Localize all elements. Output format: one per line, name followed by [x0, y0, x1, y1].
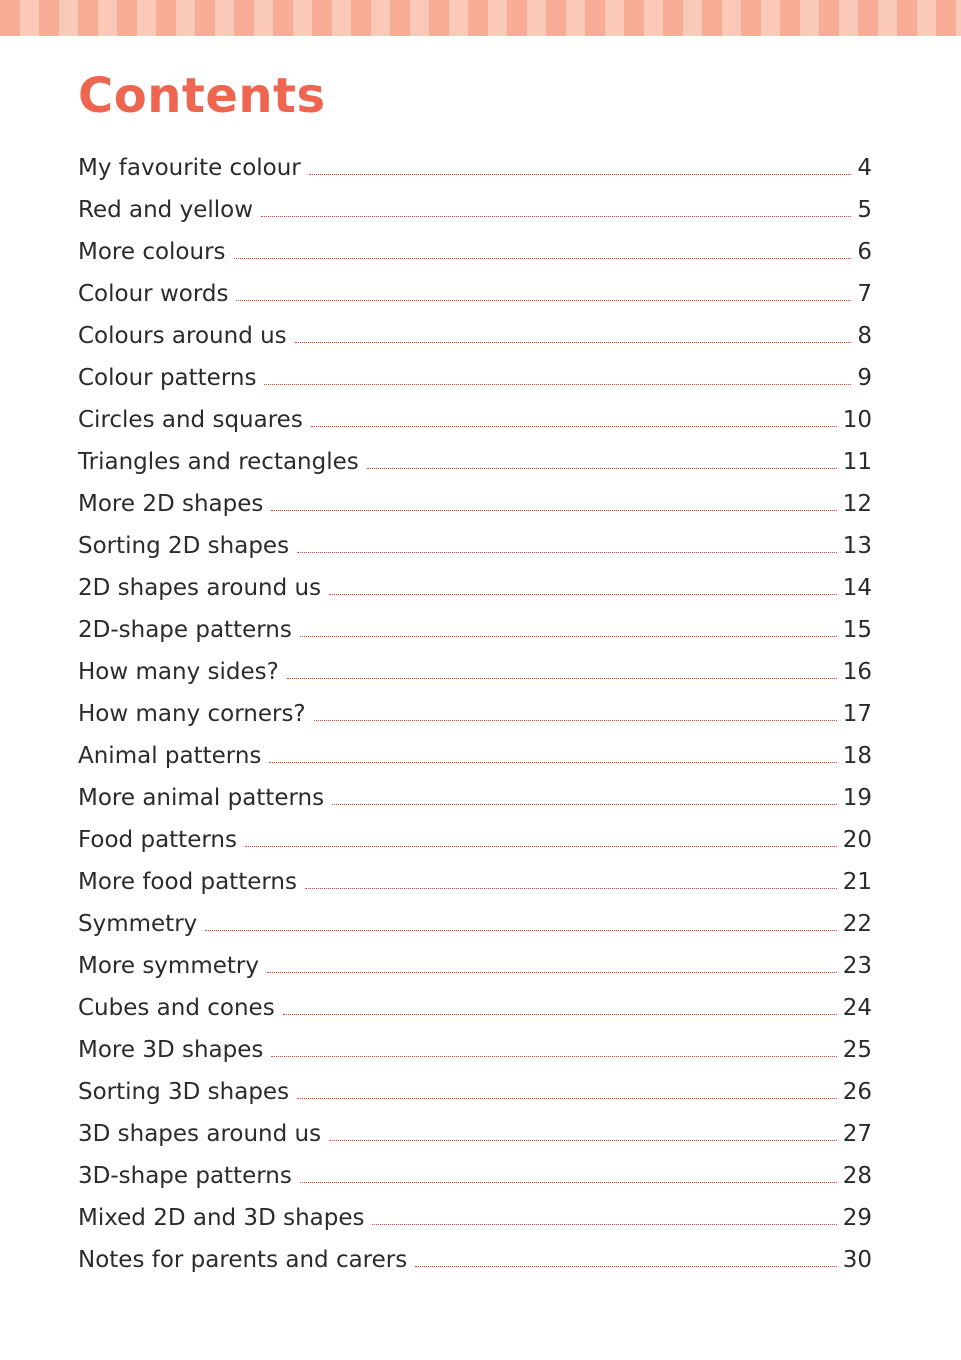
toc-entry-page-number: 26 [842, 1079, 872, 1105]
toc-entry [78, 693, 872, 735]
toc-entry [78, 357, 872, 399]
dotted-leader [305, 888, 837, 889]
toc-entry-page-number: 14 [842, 575, 872, 601]
toc-entry [78, 483, 872, 525]
toc-entry-label: Animal patterns [78, 743, 262, 769]
dotted-leader [267, 972, 837, 973]
dotted-leader [283, 1014, 837, 1015]
toc-entry-label: More 2D shapes [78, 491, 264, 517]
toc-entry [78, 609, 872, 651]
toc-entry-label: 2D shapes around us [78, 575, 322, 601]
page-title: Contents [78, 68, 326, 124]
toc-entry-page-number: 5 [857, 197, 872, 223]
toc-entry-page-number: 30 [842, 1247, 872, 1273]
toc-entry-label: Colour words [78, 281, 229, 307]
toc-entry [78, 987, 872, 1029]
toc-entry [78, 777, 872, 819]
toc-entry-label: More food patterns [78, 869, 297, 895]
toc-entry-label: Colours around us [78, 323, 287, 349]
toc-entry-label: More animal patterns [78, 785, 325, 811]
toc-entry [78, 567, 872, 609]
dotted-leader [295, 342, 852, 343]
toc-entry-label: Triangles and rectangles [78, 449, 359, 475]
toc-entry-label: Sorting 3D shapes [78, 1079, 290, 1105]
dotted-leader [205, 930, 836, 931]
dotted-leader [332, 804, 837, 805]
toc-entry-page-number: 21 [842, 869, 872, 895]
toc-entry [78, 399, 872, 441]
toc-entry-page-number: 9 [857, 365, 872, 391]
toc-entry [78, 1197, 872, 1239]
toc-entry-label: How many corners? [78, 701, 306, 727]
toc-entry-page-number: 12 [842, 491, 872, 517]
toc-entry-label: More colours [78, 239, 226, 265]
toc-entry [78, 861, 872, 903]
toc-entry-page-number: 10 [842, 407, 872, 433]
dotted-leader [271, 510, 836, 511]
toc-entry-page-number: 17 [842, 701, 872, 727]
dotted-leader [329, 594, 837, 595]
dotted-leader [234, 258, 852, 259]
toc-entry [78, 315, 872, 357]
toc-entry [78, 441, 872, 483]
toc-entry-label: Notes for parents and carers [78, 1247, 408, 1273]
toc-entry-label: More 3D shapes [78, 1037, 264, 1063]
toc-entry-label: Food patterns [78, 827, 237, 853]
toc-entry-page-number: 19 [842, 785, 872, 811]
toc-entry-label: My favourite colour [78, 155, 301, 181]
toc-entry-label: How many sides? [78, 659, 279, 685]
toc-entry-page-number: 23 [842, 953, 872, 979]
toc-entry [78, 1071, 872, 1113]
dotted-leader [329, 1140, 837, 1141]
toc-entry [78, 1113, 872, 1155]
dotted-leader [311, 426, 837, 427]
dotted-leader [271, 1056, 836, 1057]
toc-entry [78, 651, 872, 693]
toc-entry-page-number: 4 [857, 155, 872, 181]
dotted-leader [287, 678, 837, 679]
table-of-contents [78, 147, 872, 1281]
toc-entry [78, 525, 872, 567]
dotted-leader [367, 468, 837, 469]
toc-entry [78, 903, 872, 945]
toc-entry-page-number: 6 [857, 239, 872, 265]
dotted-leader [415, 1266, 836, 1267]
toc-entry [78, 273, 872, 315]
dotted-leader [236, 300, 851, 301]
toc-entry-label: 3D shapes around us [78, 1121, 322, 1147]
decorative-top-stripe [0, 0, 961, 36]
toc-entry-label: Colour patterns [78, 365, 257, 391]
dotted-leader [300, 1182, 837, 1183]
toc-entry-page-number: 20 [842, 827, 872, 853]
toc-entry [78, 1155, 872, 1197]
toc-entry-label: Cubes and cones [78, 995, 275, 1021]
toc-entry-page-number: 29 [842, 1205, 872, 1231]
toc-entry-label: Symmetry [78, 911, 198, 937]
toc-entry-page-number: 24 [842, 995, 872, 1021]
toc-entry-label: 3D-shape patterns [78, 1163, 292, 1189]
toc-entry-page-number: 8 [857, 323, 872, 349]
toc-entry [78, 189, 872, 231]
toc-entry [78, 819, 872, 861]
toc-entry-page-number: 7 [857, 281, 872, 307]
toc-entry-label: More symmetry [78, 953, 259, 979]
toc-entry-label: Sorting 2D shapes [78, 533, 290, 559]
toc-entry [78, 231, 872, 273]
dotted-leader [314, 720, 837, 721]
dotted-leader [297, 552, 837, 553]
dotted-leader [372, 1224, 836, 1225]
dotted-leader [297, 1098, 837, 1099]
toc-entry-page-number: 16 [842, 659, 872, 685]
toc-entry-label: Mixed 2D and 3D shapes [78, 1205, 365, 1231]
toc-entry [78, 1029, 872, 1071]
dotted-leader [269, 762, 836, 763]
toc-entry-page-number: 27 [842, 1121, 872, 1147]
toc-entry [78, 735, 872, 777]
toc-entry-page-number: 28 [842, 1163, 872, 1189]
toc-entry-label: Circles and squares [78, 407, 303, 433]
dotted-leader [300, 636, 837, 637]
dotted-leader [309, 174, 852, 175]
toc-entry-page-number: 22 [842, 911, 872, 937]
toc-entry-label: Red and yellow [78, 197, 254, 223]
dotted-leader [245, 846, 837, 847]
toc-entry-page-number: 11 [842, 449, 872, 475]
toc-entry [78, 1239, 872, 1281]
toc-entry-page-number: 18 [842, 743, 872, 769]
toc-entry-page-number: 15 [842, 617, 872, 643]
dotted-leader [264, 384, 851, 385]
toc-entry [78, 945, 872, 987]
toc-entry-page-number: 13 [842, 533, 872, 559]
toc-entry-label: 2D-shape patterns [78, 617, 292, 643]
dotted-leader [261, 216, 851, 217]
toc-entry-page-number: 25 [842, 1037, 872, 1063]
toc-entry [78, 147, 872, 189]
